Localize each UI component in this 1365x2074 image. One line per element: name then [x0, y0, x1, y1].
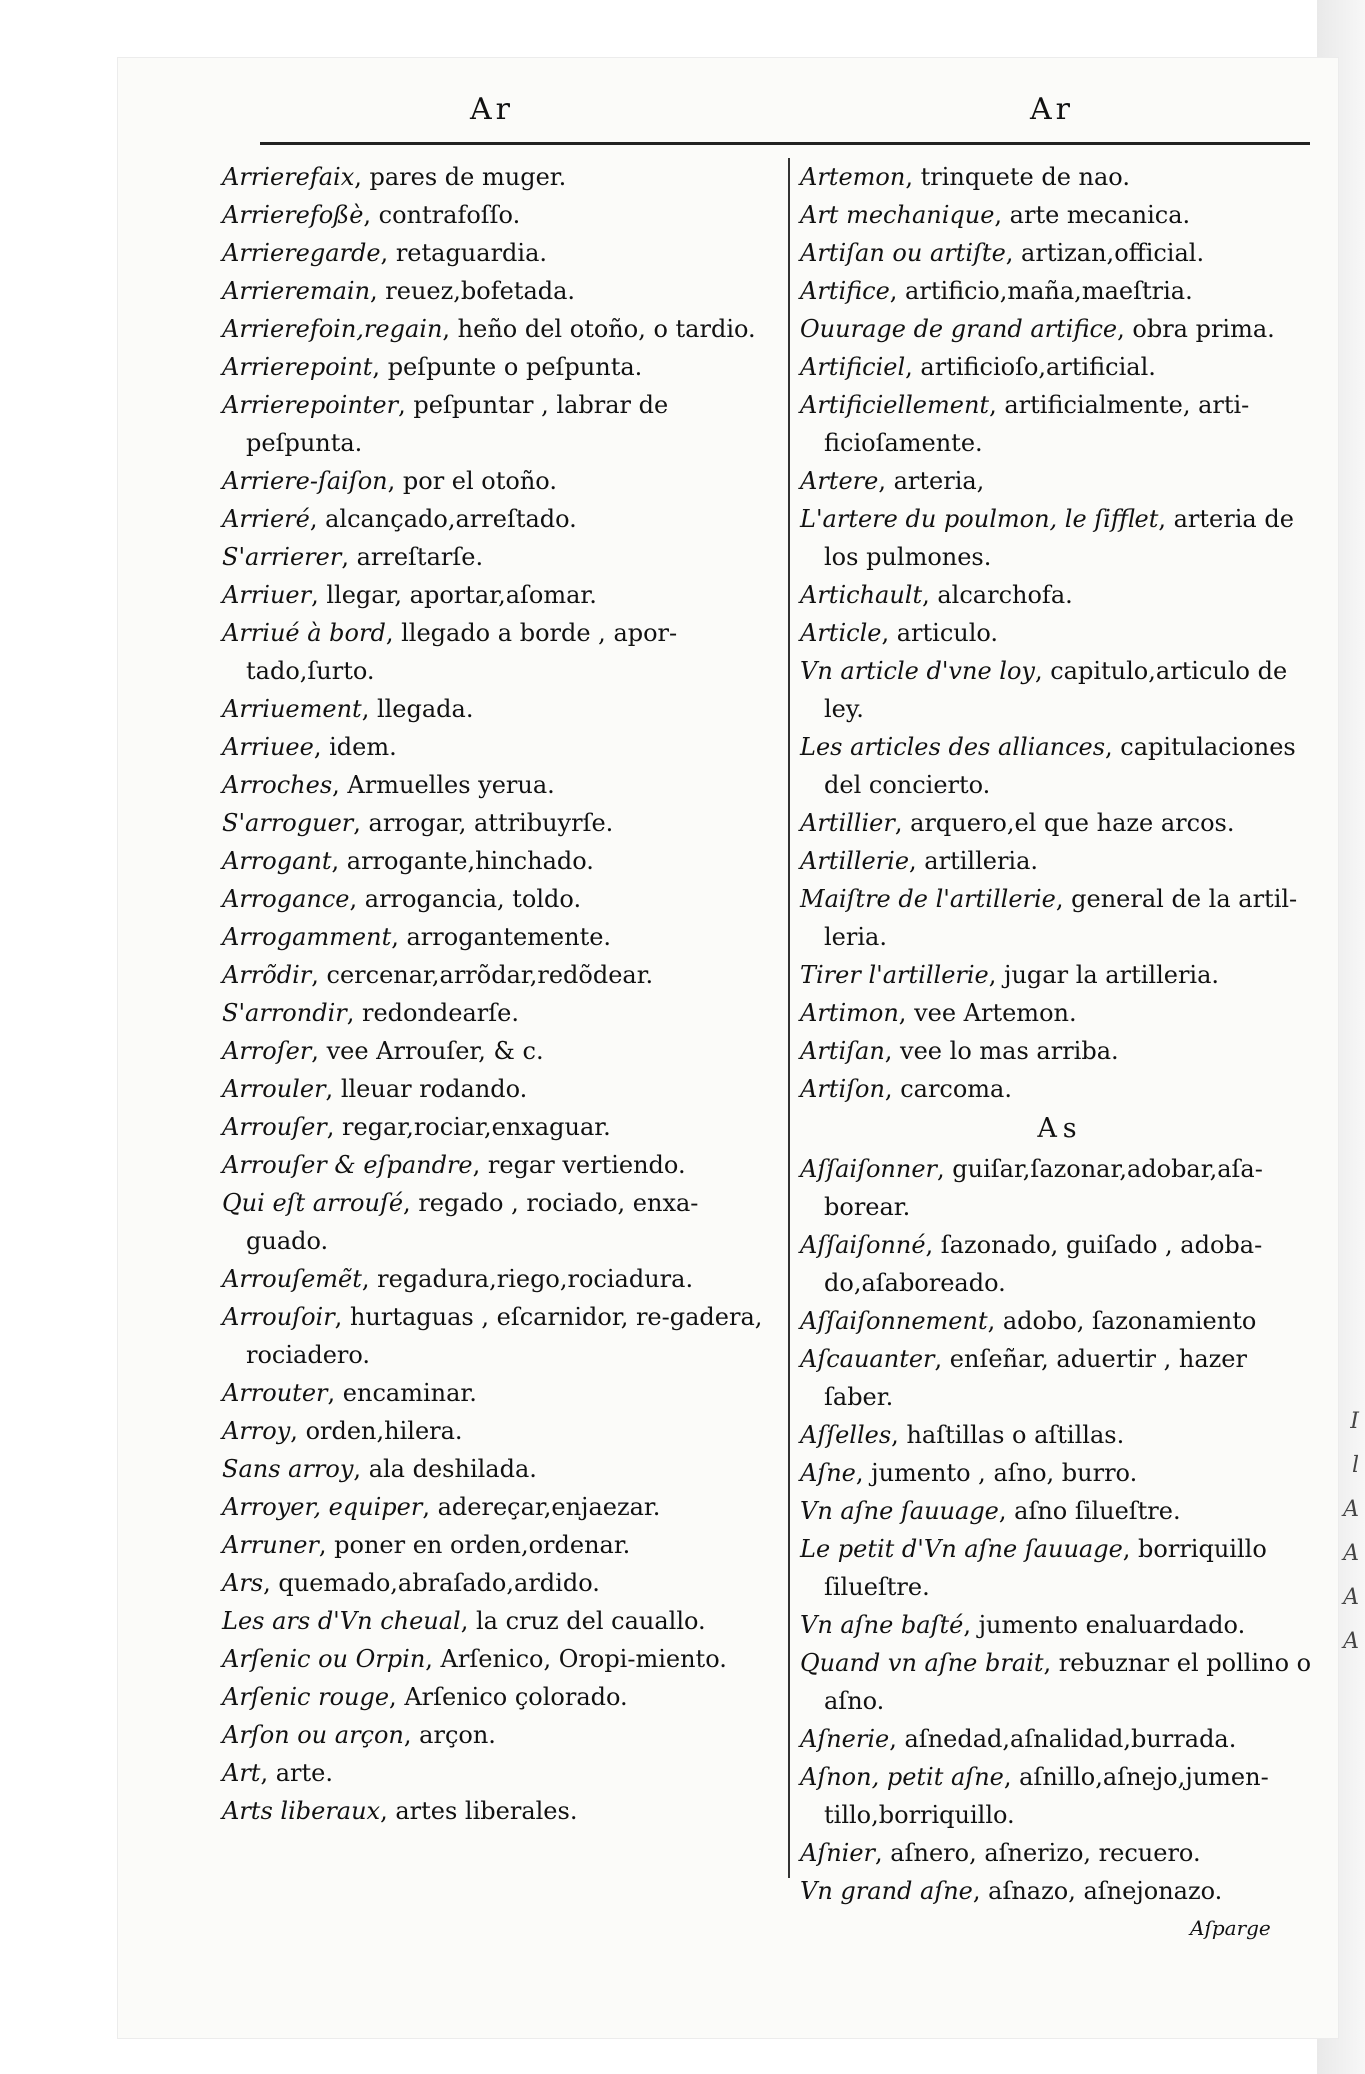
- definition: arte.: [275, 1759, 333, 1787]
- dictionary-entry: [222, 918, 777, 956]
- definition: rebuznar el pollino o aſno.: [824, 1649, 1312, 1715]
- headword: Tirer l'artillerie ,: [800, 961, 1004, 989]
- dictionary-entry: [222, 880, 777, 918]
- dictionary-entry: [222, 1488, 777, 1526]
- definition: redondearſe.: [361, 999, 519, 1027]
- dictionary-entry: [222, 386, 777, 462]
- definition: regadura,riego,rociadura.: [377, 1265, 694, 1293]
- dictionary-entry: [222, 1754, 777, 1792]
- dictionary-entry: [800, 1834, 1320, 1872]
- dictionary-entry: [800, 310, 1320, 348]
- headword: Arrierefaix ,: [222, 163, 370, 191]
- headword: Arſon ou arçon ,: [222, 1721, 419, 1749]
- definition: contrafoſſo.: [378, 201, 521, 229]
- dictionary-entry: [222, 1678, 777, 1716]
- dictionary-entry: [222, 728, 777, 766]
- definition: arteria,: [893, 467, 985, 495]
- definition: alcançado,arreſtado.: [325, 505, 577, 533]
- definition: vee Arrouſer, & c.: [326, 1037, 544, 1065]
- headword: Arrouter ,: [222, 1379, 343, 1407]
- dictionary-entry: [800, 386, 1320, 462]
- headword: Vn grand aſne ,: [800, 1877, 988, 1905]
- definition: Arſenico, Oropi-miento.: [440, 1645, 727, 1673]
- dictionary-entry: [222, 1146, 777, 1184]
- definition: enſeñar, aduertir , hazer ſaber.: [824, 1345, 1247, 1411]
- dictionary-entry: [800, 1226, 1320, 1302]
- definition: peſpuntar , labrar de peſpunta.: [246, 391, 669, 457]
- dictionary-entry: [800, 462, 1320, 500]
- running-head-left: Ar: [470, 92, 515, 127]
- dictionary-entry: [800, 1492, 1320, 1530]
- headword: Arſenic rouge ,: [222, 1683, 404, 1711]
- dictionary-entry: [800, 804, 1320, 842]
- headword: Artillerie ,: [800, 847, 924, 875]
- headword: Vn aſne baſté ,: [800, 1611, 979, 1639]
- headword: S'arroguer ,: [222, 809, 369, 837]
- definition: poner en orden,ordenar.: [334, 1531, 631, 1559]
- headword: Aſſaiſonner ,: [800, 1155, 952, 1183]
- dictionary-entry: [800, 1644, 1320, 1720]
- definition: encaminar.: [342, 1379, 477, 1407]
- dictionary-entry: [800, 880, 1320, 956]
- definition: orden,hilera.: [305, 1417, 463, 1445]
- dictionary-entry: [222, 538, 777, 576]
- headword: Artifice ,: [800, 277, 905, 305]
- headword: Arrierefoin,regain ,: [222, 315, 458, 343]
- headword: Arrouſemẽt ,: [222, 1265, 377, 1293]
- headword: Aſnerie ,: [800, 1725, 905, 1753]
- dictionary-entry: [800, 1606, 1320, 1644]
- definition: vee Artemon.: [914, 999, 1077, 1027]
- dictionary-entry: [222, 614, 777, 690]
- headword: Aſne ,: [800, 1459, 871, 1487]
- headword: S'arrondir ,: [222, 999, 362, 1027]
- definition: la cruz del cauallo.: [476, 1607, 706, 1635]
- dictionary-entry: [800, 994, 1320, 1032]
- headword: Artillier ,: [800, 809, 910, 837]
- dictionary-entry: [222, 1564, 777, 1602]
- definition: haſtillas o aſtillas.: [906, 1421, 1125, 1449]
- edge-letter: I: [1350, 1409, 1359, 1434]
- definition: reuez,bofetada.: [385, 277, 576, 305]
- headword: Arrõdir ,: [222, 961, 327, 989]
- dictionary-entry: [222, 1374, 777, 1412]
- definition: cercenar,arrõdar,redõdear.: [326, 961, 654, 989]
- definition: arrogante,hinchado.: [346, 847, 594, 875]
- definition: arte mecanica.: [1009, 201, 1191, 229]
- dictionary-entry: [222, 766, 777, 804]
- headword: Artiſan ou artiſte ,: [800, 239, 1021, 267]
- edge-letter: A: [1343, 1629, 1359, 1654]
- definition: arrogar, attribuyrſe.: [368, 809, 614, 837]
- headword: Arriere-ſaiſon ,: [222, 467, 403, 495]
- dictionary-entry: [800, 1758, 1320, 1834]
- definition: artes liberales.: [395, 1797, 578, 1825]
- dictionary-entry: [800, 956, 1320, 994]
- headword: Vn article d'vne loy ,: [800, 657, 1050, 685]
- headword: Sans arroy ,: [222, 1455, 369, 1483]
- dictionary-entry: [222, 1108, 777, 1146]
- definition: articulo.: [896, 619, 999, 647]
- headword: Aſcauanter ,: [800, 1345, 950, 1373]
- headword: Arroches ,: [222, 771, 347, 799]
- dictionary-entry: [800, 1070, 1320, 1108]
- dictionary-entry: [800, 272, 1320, 310]
- definition: lleuar rodando.: [340, 1075, 528, 1103]
- headword: Arrouler ,: [222, 1075, 341, 1103]
- headword: Arrierepointer ,: [222, 391, 413, 419]
- headword: Aſſaiſonné ,: [800, 1231, 941, 1259]
- left-column: [222, 158, 777, 1830]
- definition: retaguardia.: [395, 239, 548, 267]
- dictionary-entry: [222, 576, 777, 614]
- definition: general de la artil-leria.: [824, 885, 1298, 951]
- definition: artificialmente, arti-ficioſamente.: [824, 391, 1250, 457]
- dictionary-entry: [222, 842, 777, 880]
- headword: Les ars d'Vn cheual ,: [222, 1607, 476, 1635]
- dictionary-entry: [800, 1340, 1320, 1416]
- headword: Artiſon ,: [800, 1075, 900, 1103]
- headword: Arrogant ,: [222, 847, 347, 875]
- dictionary-entry: [222, 310, 777, 348]
- headword: Arrogamment ,: [222, 923, 406, 951]
- definition: capitulo,articulo de ley.: [824, 657, 1288, 723]
- headword: Aſſelles ,: [800, 1421, 906, 1449]
- header-rule: [260, 142, 1310, 145]
- definition: jumento , aſno, burro.: [871, 1459, 1138, 1487]
- dictionary-entry: [800, 842, 1320, 880]
- definition: arçon.: [419, 1721, 496, 1749]
- dictionary-entry: [222, 196, 777, 234]
- headword: Arrouſer ,: [222, 1113, 342, 1141]
- dictionary-entry: [800, 158, 1320, 196]
- dictionary-entry: [800, 1302, 1320, 1340]
- running-head-right: Ar: [1030, 92, 1075, 127]
- headword: Ouurage de grand artifice ,: [800, 315, 1132, 343]
- definition: artizan,official.: [1021, 239, 1205, 267]
- headword: Art mechanique ,: [800, 201, 1010, 229]
- headword: Quand vn aſne brait ,: [800, 1649, 1059, 1677]
- dictionary-entry: [222, 1602, 777, 1640]
- definition: regado , rociado, enxa-guado.: [246, 1189, 699, 1255]
- dictionary-entry: [222, 348, 777, 386]
- definition: adobo, ſazonamiento: [1002, 1307, 1257, 1335]
- dictionary-entry: [222, 1260, 777, 1298]
- definition: artificioſo,artificial.: [920, 353, 1156, 381]
- definition: arreſtarſe.: [356, 543, 484, 571]
- definition: arrogancia, toldo.: [364, 885, 582, 913]
- headword: Vn aſne ſauuage ,: [800, 1497, 1014, 1525]
- column-divider: [788, 158, 790, 1878]
- headword: Arriuement ,: [222, 695, 377, 723]
- headword: Artificiellement ,: [800, 391, 1004, 419]
- definition: regar,rociar,enxaguar.: [342, 1113, 611, 1141]
- definition: llegada.: [376, 695, 474, 723]
- edge-letter: A: [1343, 1541, 1359, 1566]
- dictionary-entry: [800, 728, 1320, 804]
- definition: aſnillo,aſnejo,jumen-tillo,borriquillo.: [824, 1763, 1269, 1829]
- headword: Arrouſoir ,: [222, 1303, 350, 1331]
- headword: Le petit d'Vn aſne ſauuage ,: [800, 1535, 1138, 1563]
- definition: Armuelles yerua.: [347, 771, 555, 799]
- definition: heño del otoño, o tardio.: [457, 315, 756, 343]
- headword: Article ,: [800, 619, 897, 647]
- dictionary-entry: [222, 1298, 777, 1374]
- dictionary-entry: [222, 1184, 777, 1260]
- definition: jumento enaluardado.: [978, 1611, 1246, 1639]
- dictionary-entry: [800, 614, 1320, 652]
- definition: arquero,el que haze arcos.: [910, 809, 1235, 837]
- definition: llegar, aportar,aſomar.: [326, 581, 597, 609]
- headword: Artichault ,: [800, 581, 937, 609]
- headword: Arruner ,: [222, 1531, 334, 1559]
- dictionary-entry: [222, 994, 777, 1032]
- definition: aſnero, aſnerizo, recuero.: [890, 1839, 1201, 1867]
- headword: Ars ,: [222, 1569, 278, 1597]
- headword: Arrieregarde ,: [222, 239, 396, 267]
- headword: Arrierepoint ,: [222, 353, 388, 381]
- dictionary-entry: [222, 234, 777, 272]
- headword: Arſenic ou Orpin ,: [222, 1645, 441, 1673]
- headword: Les articles des alliances ,: [800, 733, 1120, 761]
- section-heading: As: [1037, 1113, 1083, 1144]
- dictionary-entry: [222, 1070, 777, 1108]
- dictionary-entry: [222, 1716, 777, 1754]
- definition: idem.: [329, 733, 397, 761]
- headword: Arriuer ,: [222, 581, 326, 609]
- dictionary-entry: [222, 462, 777, 500]
- headword: Arroyer, equiper ,: [222, 1493, 438, 1521]
- headword: Aſnier ,: [800, 1839, 890, 1867]
- headword: Artiſan ,: [800, 1037, 900, 1065]
- dictionary-entry: [222, 1450, 777, 1488]
- dictionary-entry: [800, 1150, 1320, 1226]
- definition: aſnazo, aſnejonazo.: [988, 1877, 1223, 1905]
- definition: aſno ſilueſtre.: [1014, 1497, 1181, 1525]
- definition: artilleria.: [924, 847, 1039, 875]
- dictionary-entry: [800, 500, 1320, 576]
- definition: trinquete de nao.: [920, 163, 1130, 191]
- headword: Art ,: [222, 1759, 276, 1787]
- dictionary-entry: [800, 234, 1320, 272]
- definition: alcarchofa.: [937, 581, 1073, 609]
- definition: Arſenico çolorado.: [404, 1683, 628, 1711]
- headword: L'artere du poulmon, le ſifflet ,: [800, 505, 1174, 533]
- right-column: [800, 158, 1320, 1910]
- dictionary-entry: [800, 1454, 1320, 1492]
- dictionary-entry: [222, 500, 777, 538]
- definition: borriquillo ſilueſtre.: [824, 1535, 1267, 1601]
- headword: Artere ,: [800, 467, 894, 495]
- dictionary-entry: [800, 1416, 1320, 1454]
- edge-letter: A: [1343, 1497, 1359, 1522]
- definition: arteria de los pulmones.: [824, 505, 1294, 571]
- dictionary-entry: [222, 1032, 777, 1070]
- definition: arrogantemente.: [406, 923, 612, 951]
- headword: Arriué à bord ,: [222, 619, 401, 647]
- dictionary-entry: [800, 576, 1320, 614]
- dictionary-entry: [222, 690, 777, 728]
- headword: Artificiel ,: [800, 353, 920, 381]
- edge-letter: l: [1351, 1453, 1359, 1478]
- headword: Arroſer ,: [222, 1037, 327, 1065]
- headword: Qui eſt arrouſé ,: [222, 1189, 418, 1217]
- definition: llegado a borde , apor-tado,ſurto.: [246, 619, 678, 685]
- dictionary-entry: [800, 1872, 1320, 1910]
- headword: Arrieremain ,: [222, 277, 385, 305]
- definition: obra prima.: [1132, 315, 1275, 343]
- dictionary-entry: [800, 1530, 1320, 1606]
- definition: por el otoño.: [402, 467, 557, 495]
- headword: Maiſtre de l'artillerie ,: [800, 885, 1071, 913]
- dictionary-entry: [222, 1792, 777, 1830]
- dictionary-entry: [800, 1720, 1320, 1758]
- definition: hurtaguas , eſcarnidor, re-gadera, rociadero.: [246, 1303, 763, 1369]
- definition: ſazonado, guiſado , adoba-do,aſaboreado.: [824, 1231, 1263, 1297]
- definition: artificio,maña,maeſtria.: [905, 277, 1193, 305]
- headword: Arrouſer & eſpandre ,: [222, 1151, 488, 1179]
- dictionary-entry: [222, 956, 777, 994]
- dictionary-entry: [222, 1412, 777, 1450]
- edge-letter: A: [1343, 1585, 1359, 1610]
- dictionary-entry: [222, 804, 777, 842]
- definition: carcoma.: [900, 1075, 1012, 1103]
- headword: Arrogance ,: [222, 885, 365, 913]
- definition: guiſar,ſazonar,adobar,aſa-borear.: [824, 1155, 1263, 1221]
- headword: Arriuee ,: [222, 733, 329, 761]
- definition: jugar la artilleria.: [1004, 961, 1220, 989]
- headword: Arrieré ,: [222, 505, 325, 533]
- definition: pares de muger.: [369, 163, 567, 191]
- definition: adereçar,enjaezar.: [437, 1493, 661, 1521]
- headword: Aſnon, petit aſne ,: [800, 1763, 1019, 1791]
- headword: Artimon ,: [800, 999, 914, 1027]
- headword: Arrierefoßè ,: [222, 201, 379, 229]
- dictionary-entry: [800, 348, 1320, 386]
- dictionary-entry: [222, 1526, 777, 1564]
- dictionary-entry: [800, 652, 1320, 728]
- definition: capitulaciones del concierto.: [824, 733, 1296, 799]
- dictionary-entry: [800, 196, 1320, 234]
- catchword: Aſparge: [1190, 1916, 1271, 1940]
- dictionary-entry: [222, 158, 777, 196]
- headword: Arroy ,: [222, 1417, 306, 1445]
- headword: Aſſaiſonnement ,: [800, 1307, 1003, 1335]
- dictionary-entry: [222, 1640, 777, 1678]
- headword: Artemon ,: [800, 163, 921, 191]
- definition: quemado,abraſado,ardido.: [278, 1569, 600, 1597]
- definition: ala deshilada.: [368, 1455, 537, 1483]
- definition: regar vertiendo.: [487, 1151, 686, 1179]
- definition: peſpunte o peſpunta.: [387, 353, 643, 381]
- headword: S'arrierer ,: [222, 543, 357, 571]
- definition: vee lo mas arriba.: [900, 1037, 1119, 1065]
- dictionary-entry: [222, 272, 777, 310]
- headword: Arts liberaux ,: [222, 1797, 395, 1825]
- definition: aſnedad,aſnalidad,burrada.: [904, 1725, 1237, 1753]
- dictionary-entry: [800, 1032, 1320, 1070]
